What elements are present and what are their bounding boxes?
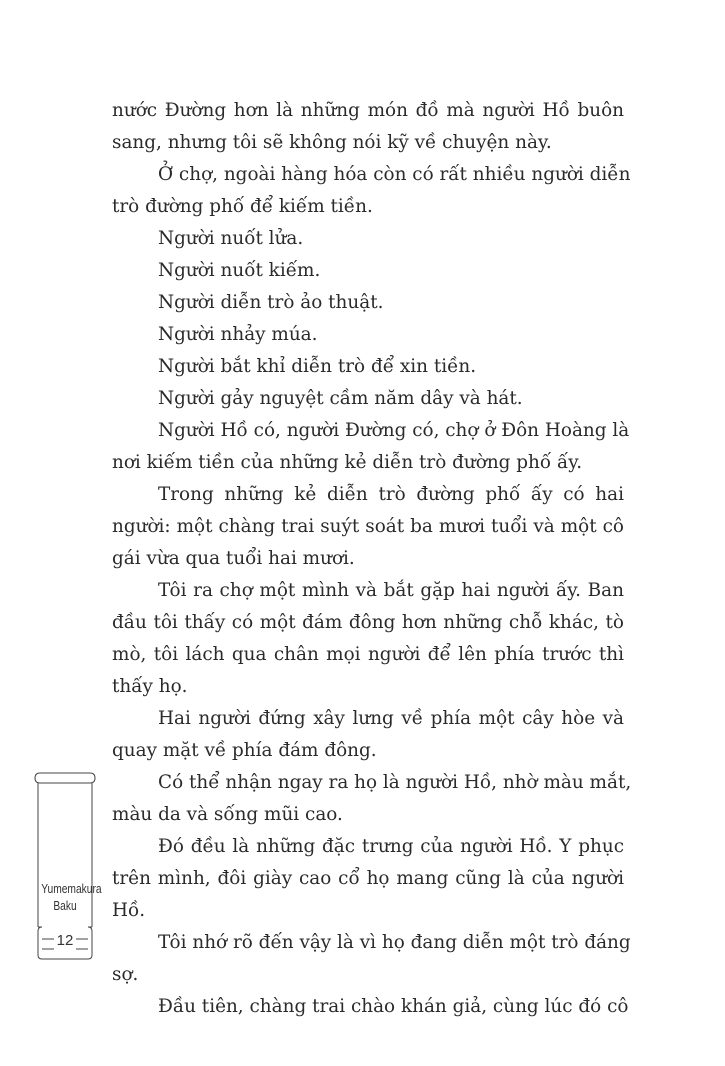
text-line: màu da và sống mũi cao. <box>112 804 343 825</box>
text-line: đầu tôi thấy có một đám đông hơn những chỗ khác, tò <box>112 612 624 633</box>
text-line: sang, nhưng tôi sẽ không nói kỹ về chuyện này. <box>112 132 552 153</box>
text-line: Đầu tiên, chàng trai chào khán giả, cùng lúc đó cô <box>158 996 629 1017</box>
text-line: nước Đường hơn là những món đồ mà người Hồ buôn <box>112 100 624 121</box>
text-line: Ở chợ, ngoài hàng hóa còn có rất nhiều người diễn <box>158 164 631 185</box>
author-line: Baku <box>53 899 77 913</box>
text-line: quay mặt về phía đám đông. <box>112 740 377 761</box>
author-name <box>41 881 102 915</box>
text-line: người: một chàng trai suýt soát ba mươi tuổi và một cô <box>112 516 624 537</box>
text-line: Tôi ra chợ một mình và bắt gặp hai người ấy. Ban <box>158 580 624 601</box>
text-line: sợ. <box>112 964 139 985</box>
text-line: Người nuốt kiếm. <box>158 260 321 281</box>
page-number: 12 <box>56 932 74 949</box>
text-line: Người bắt khỉ diễn trò để xin tiền. <box>158 356 477 377</box>
text-line: Trong những kẻ diễn trò đường phố ấy có hai <box>158 484 624 505</box>
text-line: Người Hồ có, người Đường có, chợ ở Đôn Hoàng là <box>158 420 630 441</box>
text-line: Người gảy nguyệt cầm năm dây và hát. <box>158 388 523 409</box>
text-line: Người nhảy múa. <box>158 324 318 345</box>
text-line: trên mình, đôi giày cao cổ họ mang cũng là của người <box>112 868 624 889</box>
text-line: Tôi nhớ rõ đến vậy là vì họ đang diễn một trò đáng <box>158 932 631 953</box>
text-line: Đó đều là những đặc trưng của người Hồ. Y phục <box>158 836 624 857</box>
author-line: Yumemakura <box>41 882 102 896</box>
text-line: Người diễn trò ảo thuật. <box>158 292 384 313</box>
margin-tab <box>34 769 102 961</box>
text-line: Có thể nhận ngay ra họ là người Hồ, nhờ màu mắt, <box>158 772 632 793</box>
text-line: gái vừa qua tuổi hai mươi. <box>112 548 355 569</box>
text-line: trò đường phố để kiếm tiền. <box>112 196 373 217</box>
text-line: Người nuốt lửa. <box>158 228 304 249</box>
text-line: thấy họ. <box>112 676 188 697</box>
text-line: nơi kiếm tiền của những kẻ diễn trò đường phố ấy. <box>112 452 583 473</box>
text-line: Hai người đứng xây lưng về phía một cây hòe và <box>158 708 624 729</box>
text-line: mò, tôi lách qua chân mọi người để lên phía trước thì <box>112 644 624 665</box>
text-line: Hồ. <box>112 900 146 921</box>
